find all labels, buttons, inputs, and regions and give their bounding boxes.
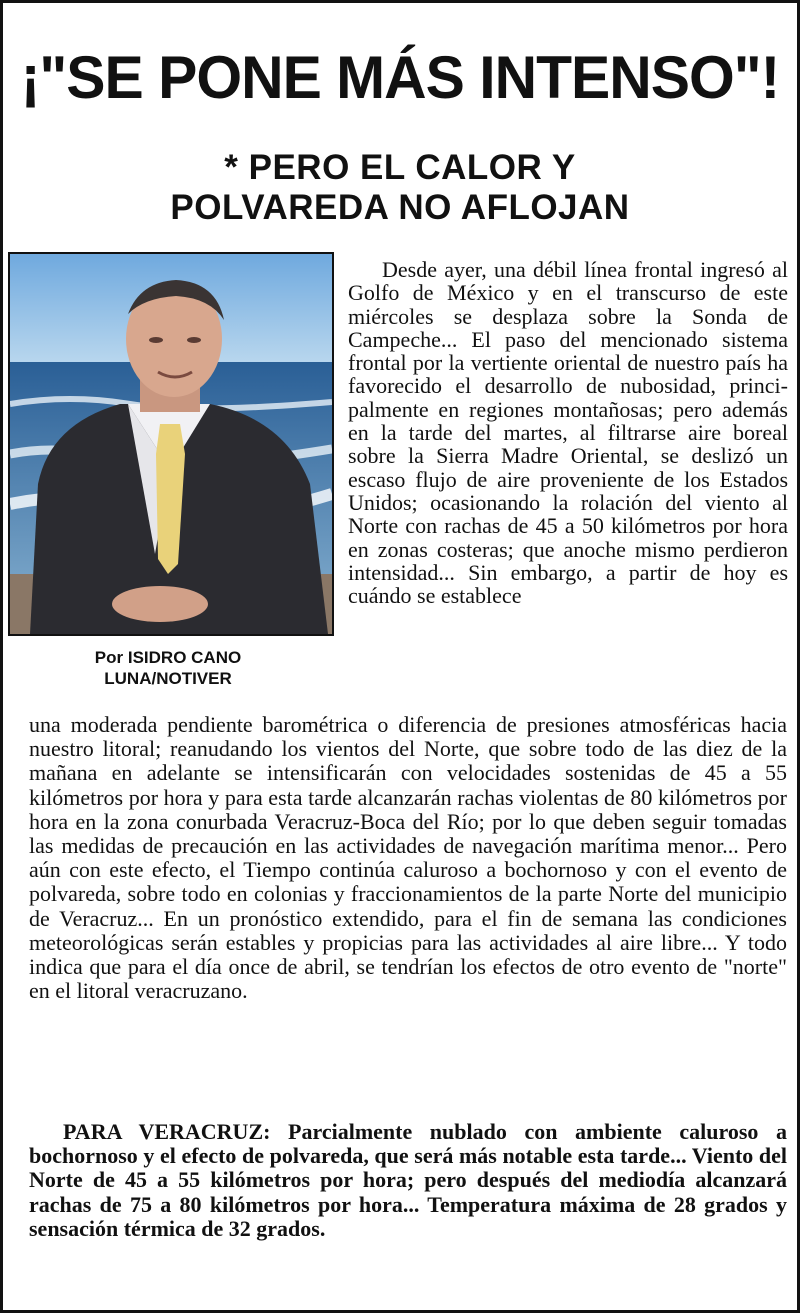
headline: ¡"SE PONE MÁS INTENSO"! <box>20 44 780 111</box>
byline-line-2: LUNA/NOTIVER <box>104 669 232 688</box>
forecast-text: PARA VERACRUZ: Parcialmente nublado con ambiente caluroso a bochornoso y el efecto de polvareda, que será más notable esta tarde... Viento del Norte de 45 a 55 kilómetros por hora; pero después del mediodía alcanzará rachas de 75 a 80 kilómetros por hora... Temperatura máxima de 28 grados y sensación térmica de 32 grados. <box>29 1119 787 1241</box>
subheadline-line-2: POLVAREDA NO AFLOJAN <box>170 188 630 227</box>
byline-line-1: Por ISIDRO CANO <box>94 648 242 667</box>
byline <box>33 647 303 689</box>
article-body-continued: una moderada pendiente barométrica o diferencia de presiones atmosféricas hacia nuestro litoral; reanudando los vientos del Norte, que sobre todo de las diez de la mañana en adelante se intensificarán con velocidades sostenidas de 45 a 55 kilómetros por hora y para esta tarde alcanzarán rachas violentas de 80 kilómetros por hora en la zona conurbada Veracruz-Boca del Río; por lo que deben seguir tomadas las medidas de precaución en las actividades de navegación marítima menor... Pero aún con este efecto, el Tiempo continúa caluroso a bochornoso y con el evento de polvareda, sobre todo en colonias y fraccionamientos de la parte Norte del municipio de Veracruz... En un pronóstico extendido, para el fin de semana las condiciones meteorológicas serán estables y propicias para las actividades al aire libre... Y todo indica que para el día once de abril, se tendrían los efectos de otro evento de "norte" en el litoral veracruzano. <box>29 712 787 1004</box>
article-body-column <box>348 258 788 607</box>
forecast-paragraph <box>29 1120 787 1241</box>
body-column-text: Desde ayer, una débil línea frontal ingresó al Golfo de México y en el transcurso de este miércoles se desplaza sobre la Sonda de Campeche... El paso del mencionado sistema frontal por la vertiente oriental de nuestro país ha favorecido el desarrollo de nubosidad, principalmente en regiones montañosas; pero además en la tarde del martes, al filtrarse aire boreal sobre la Sierra Madre Oriental, se deslizó un escaso flujo de aire proveniente de los Estados Unidos; ocasionando la rolación del viento al Norte con rachas de 45 a 50 kilómetros por hora en zonas costeras; que anoche mismo perdieron intensidad... Sin embargo, a partir de hoy es cuándo se establece <box>348 257 788 609</box>
subheadline-line-1: * PERO EL CALOR Y <box>224 148 576 187</box>
author-photo <box>8 252 334 636</box>
subheadline <box>3 148 797 228</box>
